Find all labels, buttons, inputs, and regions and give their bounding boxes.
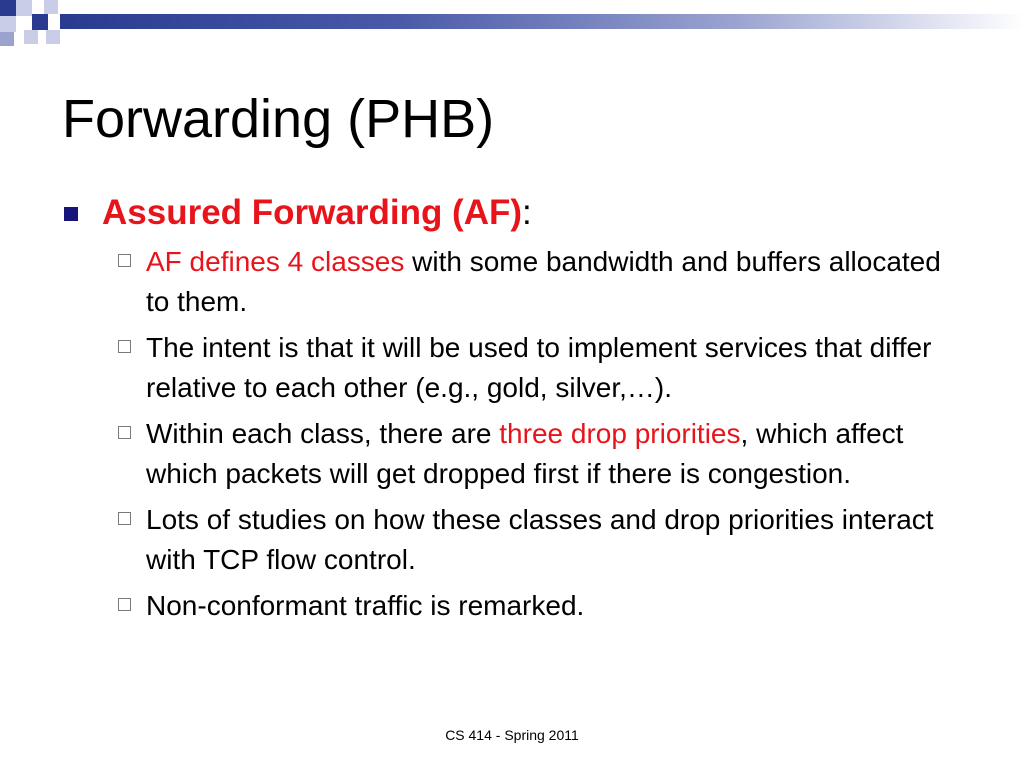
main-bullet-heading: Assured Forwarding (AF) [102,193,523,232]
deco-square [0,0,16,16]
deco-square [16,0,32,16]
header-gradient-bar [60,14,1024,29]
main-bullet [62,190,962,236]
sub-bullet-text: with some bandwidth and buffers allocated to them. [146,246,941,317]
sub-bullet-list [62,242,962,626]
square-bullet-icon [64,207,78,221]
sub-bullet-item [146,500,958,580]
bullet-list [62,190,962,632]
main-bullet-colon: : [522,193,532,232]
hollow-square-bullet-icon [118,512,131,525]
deco-square [44,0,58,14]
hollow-square-bullet-icon [118,598,131,611]
deco-square [0,16,16,32]
sub-bullet-item [146,414,958,494]
deco-square [24,30,38,44]
sub-bullet-item [146,586,958,626]
slide-footer: CS 414 - Spring 2011 [445,727,579,743]
hollow-square-bullet-icon [118,254,131,267]
sub-bullet-highlight: AF defines 4 classes [146,246,405,277]
header-decoration [0,0,1024,60]
sub-bullet-text: Non-conformant traffic is remarked. [146,590,585,621]
sub-bullet-text: The intent is that it will be used to implement services that differ relative to each other (e.g., gold, silver,…). [146,332,932,403]
deco-square [32,14,48,30]
hollow-square-bullet-icon [118,340,131,353]
sub-bullet-text: Lots of studies on how these classes and drop priorities interact with TCP flow control. [146,504,934,575]
hollow-square-bullet-icon [118,426,131,439]
sub-bullet-text: Within each class, there are [146,418,500,449]
sub-bullet-text: , which affect which packets will get dropped first if there is congestion. [146,418,904,489]
deco-square [0,32,14,46]
sub-bullet-item [146,328,958,408]
slide-title: Forwarding (PHB) [62,89,495,149]
deco-square [46,30,60,44]
sub-bullet-highlight: three drop priorities [499,418,741,449]
sub-bullet-item [146,242,958,322]
